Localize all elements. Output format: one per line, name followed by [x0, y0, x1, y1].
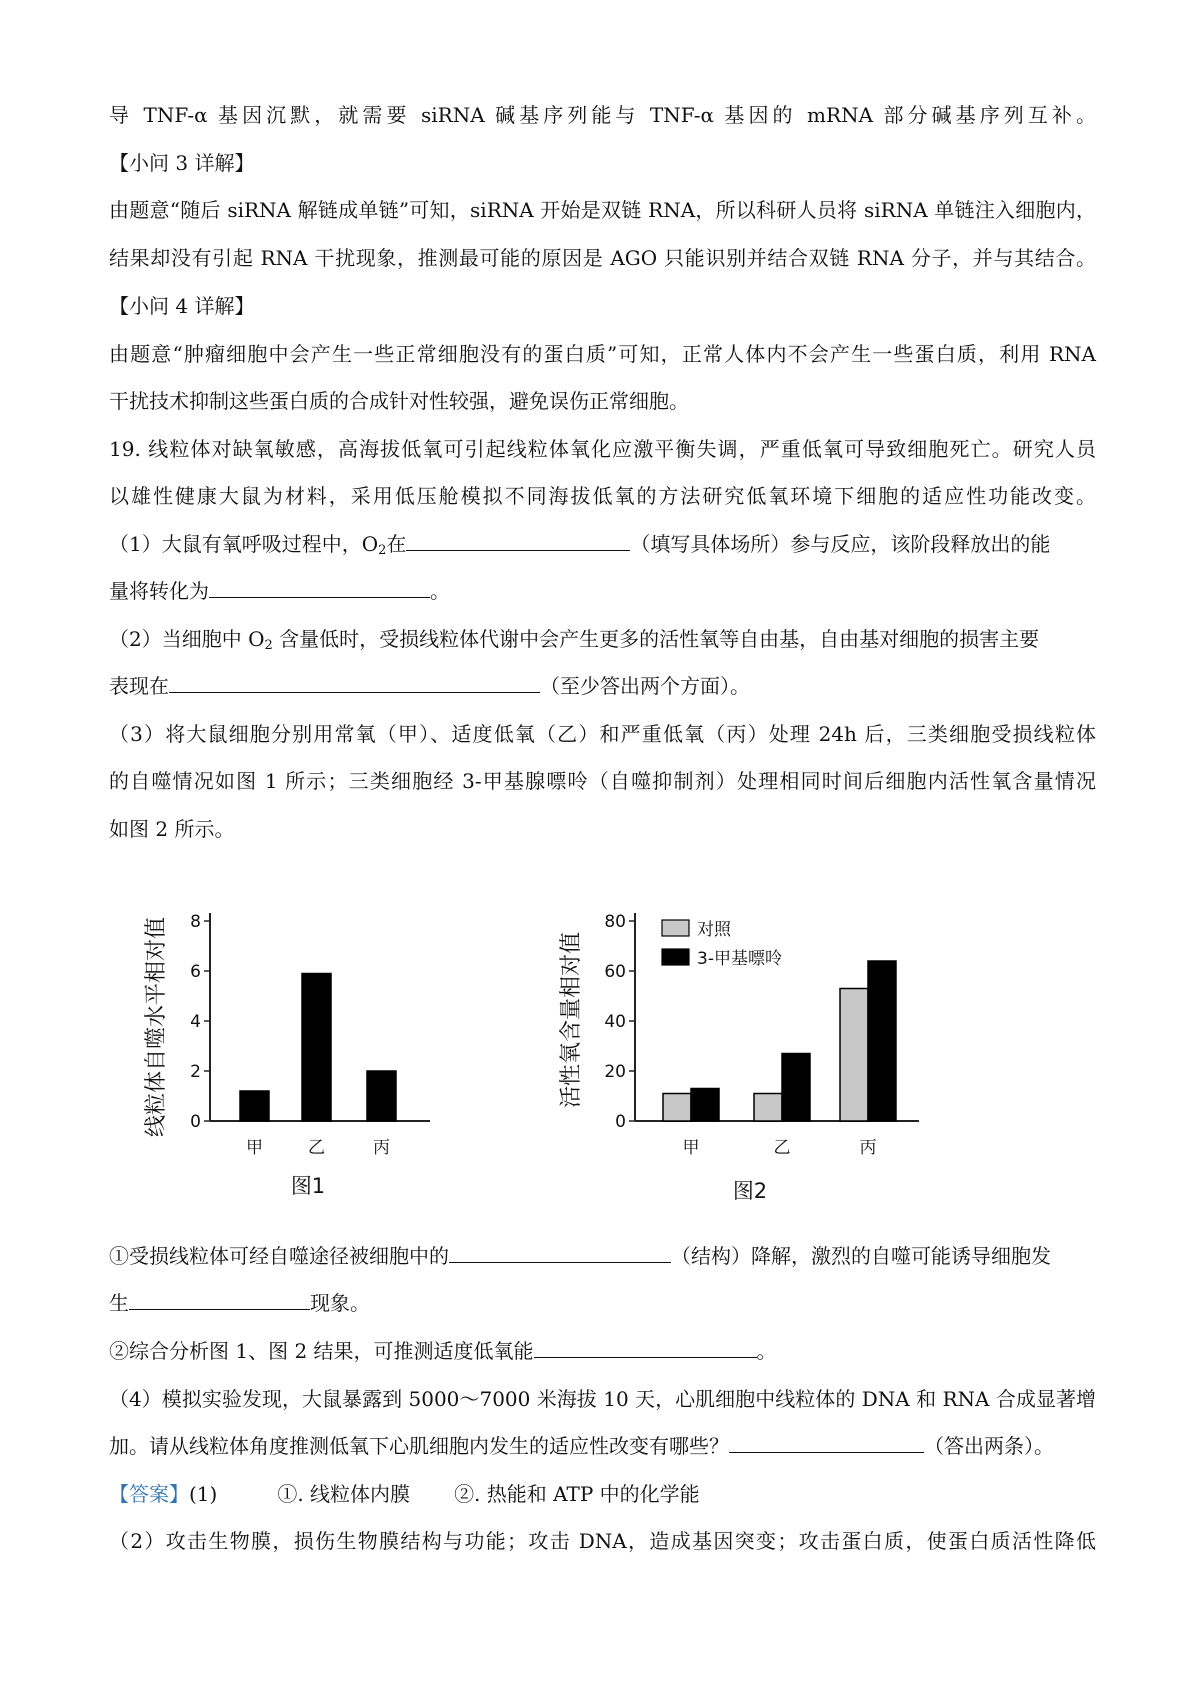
question-19-line: 19. 线粒体对缺氧敏感，高海拔低氧可引起线粒体氧化应激平衡失调，严重低氧可导致细胞死亡。研究人员 [109, 437, 1096, 461]
question-4: （4）模拟实验发现，大鼠暴露到 5000～7000 米海拔 10 天，心肌细胞中线粒体的 DNA 和 RNA 合成显著增 [109, 1387, 1096, 1411]
section-heading: 【小问 3 详解】 [109, 151, 255, 175]
figure-2-chart [559, 912, 919, 1203]
bar [754, 1094, 782, 1122]
y-tick-label: 80 [604, 912, 626, 932]
text-line: 导 TNF-α 基因沉默，就需要 siRNA 碱基序列能与 TNF-α 基因的 mRNA 部分碱基序列互补。 [109, 103, 1096, 127]
bar [240, 1091, 269, 1121]
text: ②综合分析图 1、图 2 结果，可推测适度低氧能 [109, 1339, 534, 1363]
text-line: 由题意“随后 siRNA 解链成单链”可知，siRNA 开始是双链 RNA，所以科研人员将 siRNA 单链注入细胞内， [109, 198, 1096, 222]
answer-tag: 【答案】 [109, 1482, 189, 1506]
answer-1: ①. 线粒体内膜 [277, 1482, 411, 1506]
question-3-2 [109, 1337, 1096, 1365]
bar [663, 1094, 691, 1122]
text: 。 [756, 1339, 777, 1363]
answer-blank [729, 1434, 924, 1453]
x-tick-label: 甲 [682, 1138, 700, 1158]
section-heading: 【小问 4 详解】 [109, 294, 255, 318]
legend-swatch [662, 920, 689, 936]
text: 现象。 [310, 1291, 370, 1315]
text-line: 如图 2 所示。 [109, 817, 235, 841]
text-line: 以雄性健康大鼠为材料，采用低压舱模拟不同海拔低氧的方法研究低氧环境下细胞的适应性功能改变。 [109, 484, 1096, 508]
text-line: 的自噬情况如图 1 所示；三类细胞经 3-甲基腺嘌呤（自噬抑制剂）处理相同时间后细胞内活性氧含量情况 [109, 769, 1096, 793]
x-tick-label: 甲 [246, 1138, 263, 1158]
y-axis-label: 活性氧含量相对值 [559, 931, 584, 1109]
text: 加。请从线粒体角度推测低氧下心肌细胞内发生的适应性改变有哪些？ [109, 1434, 729, 1458]
y-tick-label: 8 [190, 912, 201, 932]
text: 表现在 [109, 674, 169, 698]
text: （结构）降解，激烈的自噬可能诱导细胞发 [671, 1244, 1051, 1268]
text: （填写具体场所）参与反应，该阶段释放出的能 [630, 532, 1051, 556]
question-4-cont [109, 1432, 1096, 1460]
x-tick-label: 乙 [308, 1138, 325, 1158]
y-tick-label: 0 [615, 1112, 626, 1132]
question-3-1-cont [109, 1289, 1096, 1317]
x-tick-label: 丙 [373, 1138, 390, 1158]
subscript: 2 [264, 638, 273, 653]
text: (1) [189, 1482, 218, 1506]
y-tick-label: 6 [190, 962, 201, 982]
text: ①受损线粒体可经自噬途径被细胞中的 [109, 1244, 449, 1268]
legend-label: 3-甲基嘌呤 [697, 949, 782, 969]
answer-line-2: （2）攻击生物膜，损伤生物膜结构与功能；攻击 DNA，造成基因突变；攻击蛋白质，使蛋白质活性降低 [109, 1529, 1096, 1553]
text-line: 结果却没有引起 RNA 干扰现象，推测最可能的原因是 AGO 只能识别并结合双链 RNA 分子，并与其结合。 [109, 246, 1096, 270]
figure-1-chart [144, 912, 430, 1198]
text: 在 [386, 532, 407, 556]
bar [691, 1089, 719, 1122]
legend-swatch [662, 949, 689, 965]
y-tick-label: 60 [604, 962, 626, 982]
text: （2）当细胞中 O [109, 627, 265, 651]
question-3: （3）将大鼠细胞分别用常氧（甲）、适度低氧（乙）和严重低氧（丙）处理 24h 后，三类细胞受损线粒体 [109, 722, 1096, 746]
text: 量将转化为 [109, 579, 209, 603]
text: （至少答出两个方面）。 [540, 674, 750, 698]
bar [367, 1071, 396, 1121]
legend-label: 对照 [697, 920, 731, 940]
text: 生 [109, 1291, 129, 1315]
answer-blank [449, 1244, 671, 1263]
question-3-1 [109, 1242, 1096, 1270]
bar [302, 974, 331, 1122]
y-tick-label: 20 [604, 1062, 626, 1082]
answer-blank [534, 1339, 757, 1358]
text: （答出两条）。 [924, 1434, 1054, 1458]
bar [840, 989, 868, 1122]
bar [868, 961, 896, 1121]
x-tick-label: 丙 [859, 1138, 877, 1158]
text: 含量低时，受损线粒体代谢中会产生更多的活性氧等自由基，自由基对细胞的损害主要 [272, 627, 1040, 651]
y-tick-label: 0 [190, 1112, 201, 1132]
y-tick-label: 2 [190, 1062, 201, 1082]
bar [782, 1054, 810, 1122]
text: （1）大鼠有氧呼吸过程中，O [109, 532, 379, 556]
y-tick-label: 4 [190, 1012, 201, 1032]
y-tick-label: 40 [604, 1012, 626, 1032]
answer-line [109, 1480, 1096, 1508]
x-tick-label: 乙 [773, 1138, 791, 1158]
answer-2: ②. 热能和 ATP 中的化学能 [454, 1482, 700, 1506]
y-axis-label: 线粒体自噬水平相对值 [144, 916, 169, 1138]
answer-blank [129, 1291, 310, 1310]
text: 。 [430, 579, 450, 603]
figure-caption: 图1 [290, 1174, 326, 1198]
subscript: 2 [378, 543, 387, 558]
figure-caption: 图2 [732, 1179, 768, 1203]
text-line: 干扰技术抑制这些蛋白质的合成针对性较强，避免误伤正常细胞。 [109, 389, 689, 413]
text-line: 由题意“肿瘤细胞中会产生一些正常细胞没有的蛋白质”可知，正常人体内不会产生一些蛋白质，利用 RNA [109, 342, 1096, 366]
